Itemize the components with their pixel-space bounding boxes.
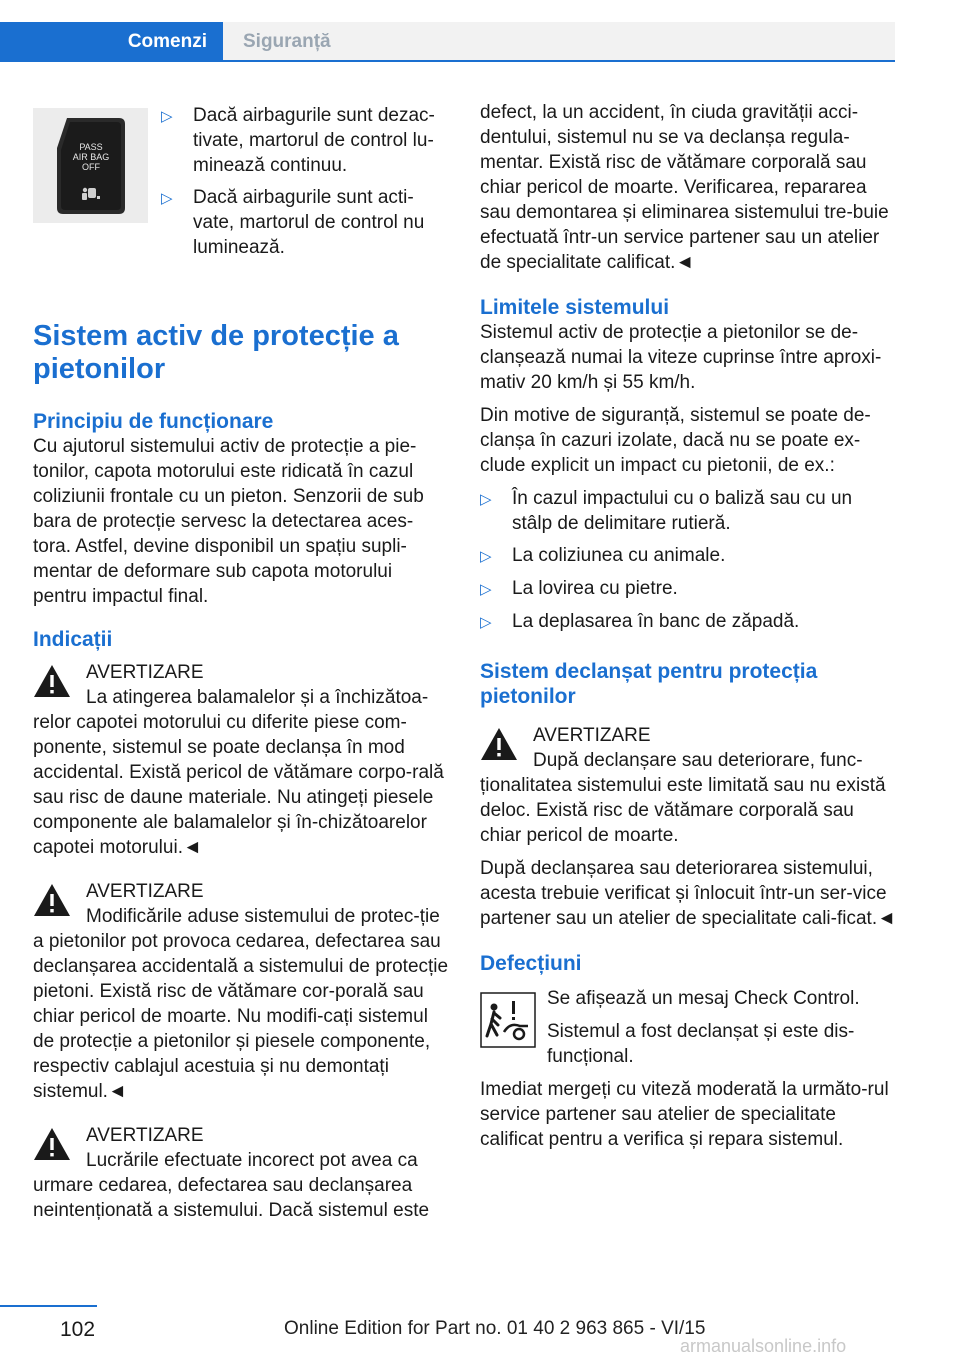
limits-text-2: Din motive de siguranță, sistemul se poate de-clanșa în cazuri izolate, dacă nu se poate ex-clude explicit un impact cu pietonii, de ex.: [480, 405, 871, 476]
warning-block [33, 1123, 450, 1223]
airbag-bullets [161, 103, 451, 260]
triggered-heading: Sistem declanșat pentru protecția pietonilor [480, 660, 818, 708]
list-item: ▷ La deplasarea în banc de zăpadă. [480, 609, 896, 635]
warning-text: Modificările aduse sistemului de protec-ție a pietonilor pot provoca cedarea, defectarea sau declanșarea accidentală a sistemului de protecție pietoni. Există risc de vătămare cor-porală sau chiar pericol de moarte. Nu modifi-cați sistemul de protecție a pietonilor și piesele componente, respectiv cablajul acestuia și nu demontați sistemul.◄ [33, 906, 449, 1102]
principle-heading: Principiu de funcționare [33, 410, 274, 433]
warning-text: Lucrările efectuate incorect pot avea ca urmare cedarea, defectarea sau declanșarea neintenționată a sistemului. Dacă sistemul este [33, 1150, 430, 1221]
list-item: ▷ La coliziunea cu animale. [480, 543, 896, 569]
warning-triangle-icon [33, 664, 71, 698]
left-main [33, 320, 450, 1223]
page-number: 102 [60, 1318, 96, 1341]
warning-block [33, 660, 450, 860]
bullet-triangle-icon: ▷ [480, 548, 492, 565]
header-rule [0, 60, 895, 62]
header-tabbar [0, 0, 895, 62]
tab-siguranta[interactable]: Siguranță [223, 22, 895, 62]
list-item: ▷ La lovirea cu pietre. [480, 576, 896, 602]
limits-list [480, 486, 896, 635]
faults-text: Imediat mergeți cu viteză moderată la următo-rul service partener sau atelier de specialitate calificat pentru a verifica și repara sistemul. [480, 1079, 889, 1150]
bullet-triangle-icon: ▷ [161, 190, 173, 207]
bullet-triangle-icon: ▷ [161, 108, 173, 125]
warning-block [33, 879, 450, 1104]
limits-text-1: Sistemul activ de protecție a pietonilor se de-clanșează numai la viteze cuprinse între aproxi-mativ 20 km/h și 55 km/h. [480, 322, 882, 393]
fault-message-block [480, 986, 896, 1069]
principle-text: Cu ajutorul sistemului activ de protecție a pie-tonilor, capota motorului este ridicată în cazul coliziunii frontale cu un pieton. Senzorii de sub bara de protecție servesc la detectarea aces-tora. Astfel, devine disponibil un spațiu supli-mentar de deformare sub capota motorului pentru impactul final. [33, 436, 424, 607]
bullet-triangle-icon: ▷ [480, 581, 492, 598]
triggered-text: După declanșarea sau deteriorarea sistemului, acesta trebuie verificat și înlocuit într-un ser-vice partener sau un atelier de specialitate cali-ficat.◄ [480, 858, 896, 929]
airbag-label-airbag: AIR BAG [72, 152, 110, 162]
warning-block [480, 723, 896, 848]
warning-text: La atingerea balamalelor și a închizătoa-relor capotei motorului cu diferite piese com-ponente, sistemul se poate declanșa în mod accidental. Există pericol de vătămare corpo-rală sau risc de daune materiale. Nu atingeți piesele componente ale balamalelor și în-chizătoarelor capotei motorului.◄ [33, 687, 444, 858]
pedestrian-protection-warning-icon [480, 992, 536, 1048]
footer-rule [0, 1305, 97, 1307]
limits-heading: Limitele sistemului [480, 296, 670, 319]
edition-text: Online Edition for Part no. 01 40 2 963 865 - VI/15 [284, 1318, 706, 1339]
section-title: Sistem activ de protecție a pietonilor [33, 320, 399, 385]
warning-triangle-icon [33, 883, 71, 917]
notes-heading: Indicații [33, 628, 113, 651]
right-column [480, 100, 896, 1160]
warning-label: AVERTIZARE [86, 1125, 204, 1146]
airbag-label-off: OFF [82, 162, 100, 172]
fault-message-1: Se afișează un mesaj Check Control. [547, 988, 860, 1009]
warning-label: AVERTIZARE [86, 662, 204, 683]
faults-heading: Defecțiuni [480, 952, 582, 975]
warning-triangle-icon [33, 1127, 71, 1161]
list-item: ▷ Dacă airbagurile sunt dezac-tivate, martorul de control lu-minează continuu. [161, 105, 435, 176]
list-item: ▷ În cazul impactului cu o baliză sau cu un stâlp de delimitare rutieră. [480, 488, 853, 534]
warning-label: AVERTIZARE [86, 881, 204, 902]
fault-message-2: Sistemul a fost declanșat și este dis-funcțional. [547, 1021, 855, 1067]
continuation-text: defect, la un accident, în ciuda gravității acci-dentului, sistemul nu se va declanșa regula-mentar. Există risc de vătămare corporală sau chiar pericol de moarte. Verificarea, repararea sau demontarea și eliminarea sistemului tre-buie efectuată într-un service partener sau un atelier de specialitate calificat.◄ [480, 102, 889, 273]
watermark: armanualsonline.info [680, 1336, 847, 1356]
list-item: ▷ Dacă airbagurile sunt acti-vate, martorul de control nu luminează. [161, 187, 425, 258]
warning-triangle-icon [480, 727, 518, 761]
bullet-triangle-icon: ▷ [480, 614, 492, 631]
warning-label: AVERTIZARE [533, 725, 651, 746]
tab-comenzi[interactable]: Comenzi [0, 22, 223, 62]
warning-text: După declanșare sau deteriorare, func-ționalitatea sistemului este limitată sau nu există deloc. Există risc de vătămare corporală sau chiar pericol de moarte. [480, 750, 886, 846]
bullet-triangle-icon: ▷ [480, 491, 492, 508]
airbag-label-pass: PASS [79, 142, 103, 152]
airbag-indicator-image [33, 108, 148, 223]
